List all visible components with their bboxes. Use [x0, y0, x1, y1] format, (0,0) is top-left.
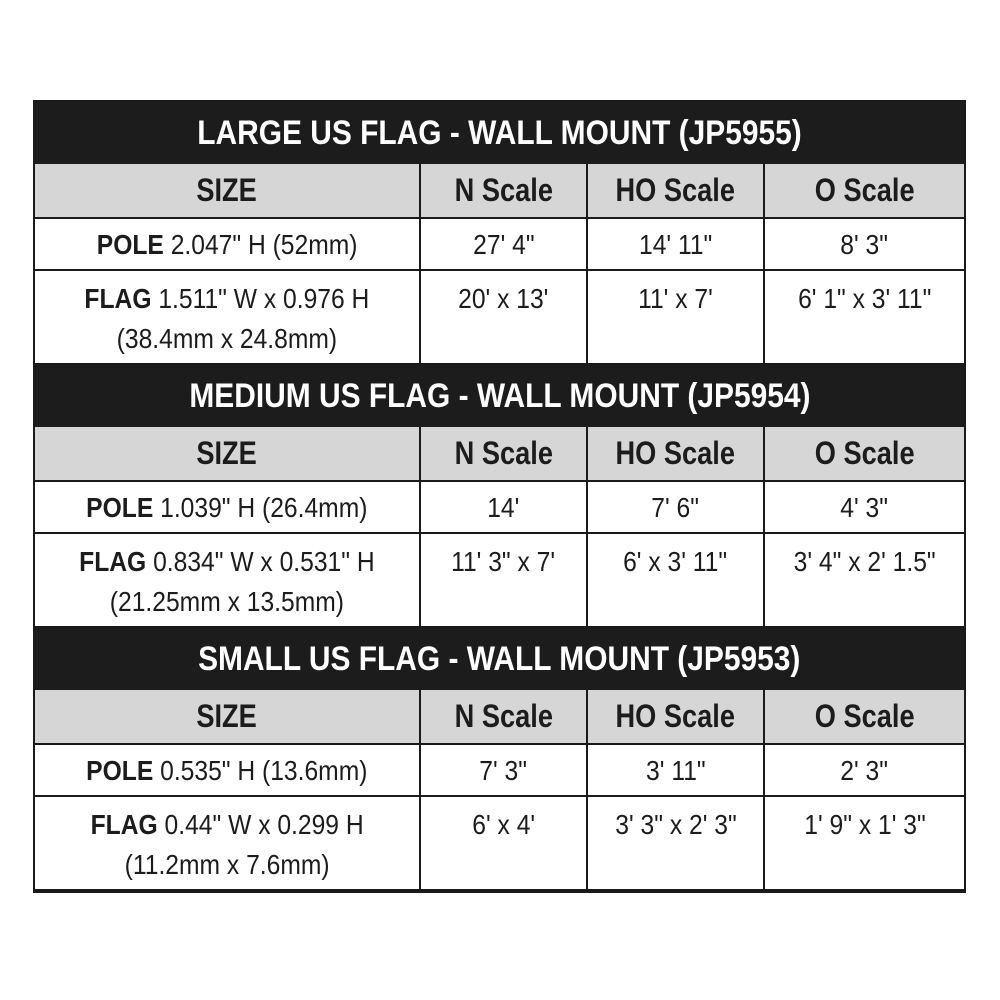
section-title-large: LARGE US FLAG - WALL MOUNT (JP5955): [35, 102, 964, 164]
header-ho-scale: HO Scale: [587, 427, 764, 481]
pole-o-cell: 2' 3": [764, 744, 964, 796]
header-row: [35, 427, 964, 481]
pole-row: [35, 218, 964, 270]
section-title-medium: MEDIUM US FLAG - WALL MOUNT (JP5954): [35, 365, 964, 427]
pole-size-cell: POLE 1.039" H (26.4mm): [35, 481, 420, 533]
flag-o-cell: 3' 4" x 2' 1.5": [764, 533, 964, 627]
pole-o-cell: 4' 3": [764, 481, 964, 533]
pole-n-cell: 14': [420, 481, 587, 533]
flag-row: [35, 270, 964, 364]
header-ho-scale: HO Scale: [587, 690, 764, 744]
flag-row: [35, 796, 964, 890]
size-chart: [33, 100, 966, 893]
flag-row: [35, 533, 964, 627]
pole-ho-cell: 3' 11": [587, 744, 764, 796]
flag-size-cell: FLAG 0.44" W x 0.299 H (11.2mm x 7.6mm): [35, 796, 420, 890]
pole-ho-cell: 7' 6": [587, 481, 764, 533]
section-title-small: SMALL US FLAG - WALL MOUNT (JP5953): [35, 628, 964, 690]
flag-n-cell: 11' 3" x 7': [420, 533, 587, 627]
header-ho-scale: HO Scale: [587, 164, 764, 218]
size-table-medium: [35, 427, 964, 628]
header-n-scale: N Scale: [420, 427, 587, 481]
flag-o-cell: 1' 9" x 1' 3": [764, 796, 964, 890]
flag-o-cell: 6' 1" x 3' 11": [764, 270, 964, 364]
header-o-scale: O Scale: [764, 164, 964, 218]
header-size: SIZE: [35, 690, 420, 744]
header-size: SIZE: [35, 427, 420, 481]
pole-o-cell: 8' 3": [764, 218, 964, 270]
pole-n-cell: 27' 4": [420, 218, 587, 270]
header-n-scale: N Scale: [420, 164, 587, 218]
flag-ho-cell: 6' x 3' 11": [587, 533, 764, 627]
flag-size-cell: FLAG 1.511" W x 0.976 H (38.4mm x 24.8mm): [35, 270, 420, 364]
flag-n-cell: 20' x 13': [420, 270, 587, 364]
header-o-scale: O Scale: [764, 427, 964, 481]
header-size: SIZE: [35, 164, 420, 218]
header-row: [35, 690, 964, 744]
pole-ho-cell: 14' 11": [587, 218, 764, 270]
flag-size-cell: FLAG 0.834" W x 0.531" H (21.25mm x 13.5mm): [35, 533, 420, 627]
pole-n-cell: 7' 3": [420, 744, 587, 796]
pole-size-cell: POLE 2.047" H (52mm): [35, 218, 420, 270]
pole-row: [35, 744, 964, 796]
header-row: [35, 164, 964, 218]
pole-size-cell: POLE 0.535" H (13.6mm): [35, 744, 420, 796]
header-o-scale: O Scale: [764, 690, 964, 744]
flag-ho-cell: 3' 3" x 2' 3": [587, 796, 764, 890]
pole-row: [35, 481, 964, 533]
size-table-large: [35, 164, 964, 365]
size-table-small: [35, 690, 964, 891]
flag-ho-cell: 11' x 7': [587, 270, 764, 364]
flag-n-cell: 6' x 4': [420, 796, 587, 890]
header-n-scale: N Scale: [420, 690, 587, 744]
